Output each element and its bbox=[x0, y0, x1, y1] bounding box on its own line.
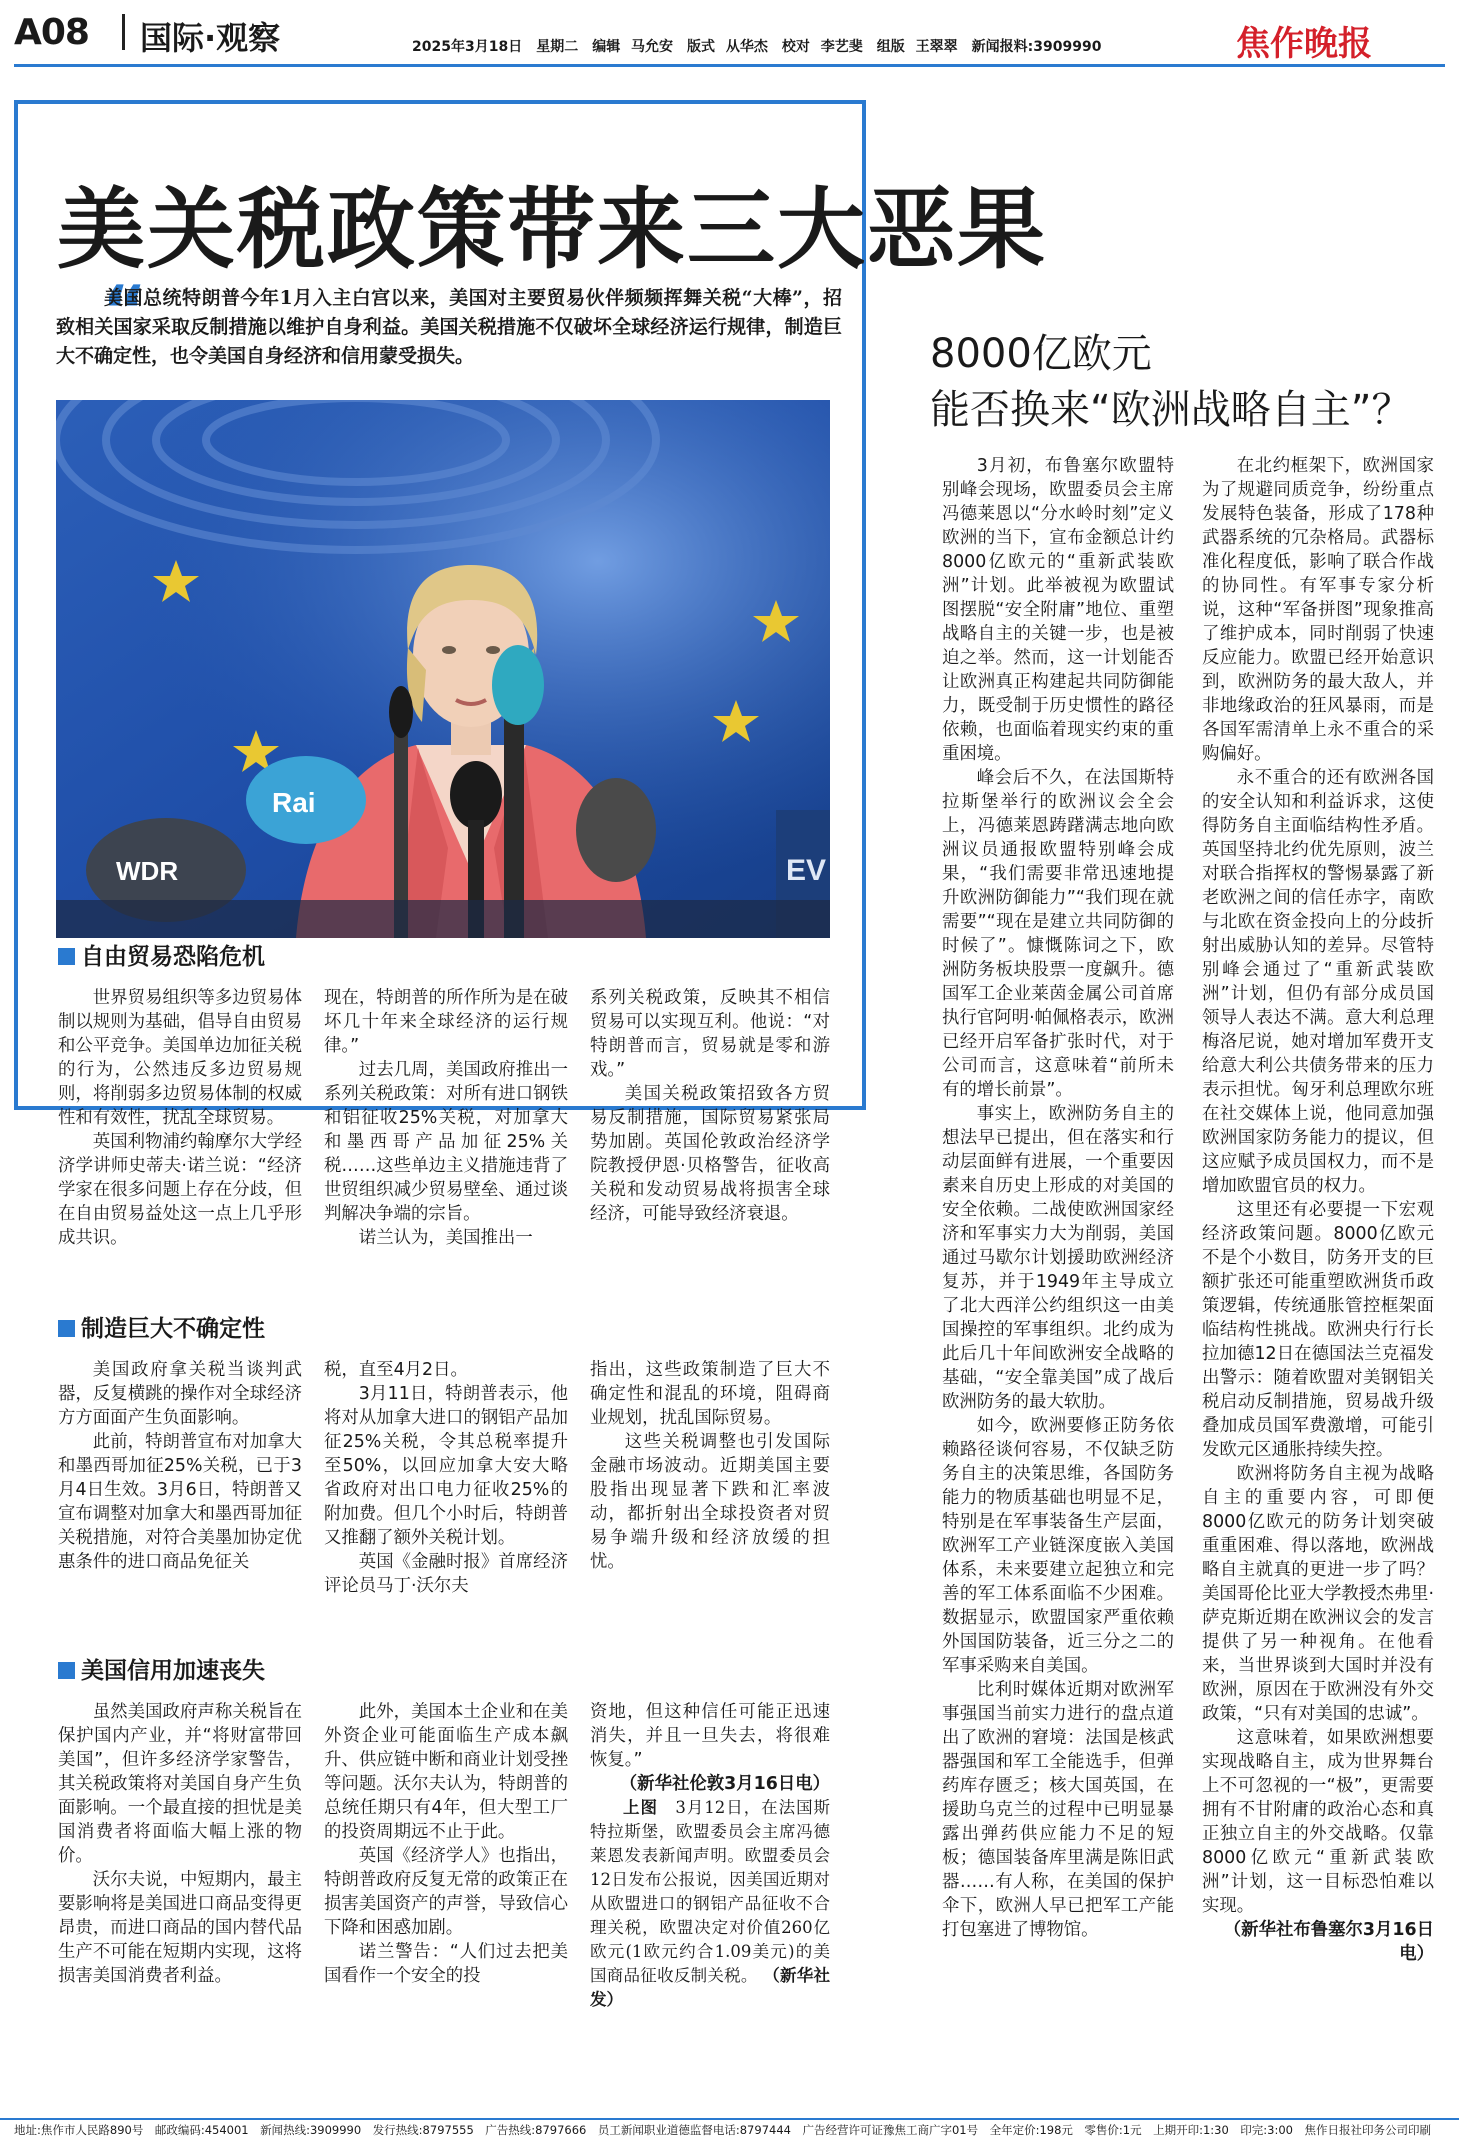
right-col1 bbox=[942, 454, 1174, 2104]
paragraph: 诺兰警告：“人们过去把美国看作一个安全的投 bbox=[324, 1942, 568, 1986]
photo-mic-label: Rai bbox=[272, 787, 316, 818]
section1-col2 bbox=[324, 986, 568, 1286]
subhead-text: 制造巨大不确定性 bbox=[81, 1316, 265, 1342]
right-headline-line1: 8000亿欧元 bbox=[930, 331, 1152, 377]
paragraph: 系列关税政策，反映其不相信贸易可以实现互利。他说：“对特朗普而言，贸易就是零和游戏。” bbox=[590, 988, 830, 1080]
section3-col1 bbox=[58, 1700, 302, 2100]
lede-paragraph: 美国总统特朗普今年1月入主白宫以来，美国对主要贸易伙伴频频挥舞关税“大棒”，招致相关国家采取反制措施以维护自身利益。美国关税措施不仅破坏全球经济运行规律，制造巨大不确定性，也令美国自身经济和信用蒙受损失。 bbox=[56, 287, 842, 367]
header-rule bbox=[14, 64, 1445, 67]
paragraph: 英国利物浦约翰摩尔大学经济学讲师史蒂夫·诺兰说：“经济学家在很多问题上存在分歧，但在自由贸易益处这一点上几乎形成共识。 bbox=[58, 1132, 302, 1248]
photo-caption: 3月12日，在法国斯特拉斯堡，欧盟委员会主席冯德莱恩发表新闻声明。欧盟委员会12日发布公报说，因美国近期对从欧盟进口的钢铝产品征收不合理关税，欧盟决定对价值260亿欧元(1欧元约合1.09美元)的美国商品征收反制关税。 bbox=[590, 1798, 830, 1985]
paragraph: 峰会后不久，在法国斯特拉斯堡举行的欧洲议会全会上，冯德莱恩踌躇满志地向欧洲议员通报欧盟特别峰会成果，“我们需要非常迅速地提升欧洲防御能力”“我们现在就需要”“现在是建立共同防御的时候了”。慷慨陈词之下，欧洲防务板块股票一度飙升。德国军工企业莱茵金属公司首席执行官阿明·帕佩格表示，欧洲已经开启军备扩张时代，对于公司而言，这意味着“前所未有的增长前景”。 bbox=[942, 768, 1174, 1100]
square-bullet-icon bbox=[58, 1320, 75, 1337]
right-headline-line2: 能否换来“欧洲战略自主”？ bbox=[930, 387, 1412, 433]
paragraph: 指出，这些政策制造了巨大不确定性和混乱的环境，阻碍商业规划，扰乱国际贸易。 bbox=[590, 1360, 830, 1428]
paragraph: 这里还有必要提一下宏观经济政策问题。8000亿欧元不是个小数目，防务开支的巨额扩张还可能重塑欧洲货币政策逻辑，传统通胀管控框架面临结构性挑战。欧洲央行行长拉加德12日在德国法兰克福发出警示：随着欧盟对美钢铝关税启动反制措施，贸易战升级叠加成员国军费激增，可能引发欧元区通胀持续失控。 bbox=[1202, 1200, 1434, 1460]
edition-meta: 2025年3月18日 星期二 编辑 马允安 版式 从华杰 校对 李艺斐 组版 王翠翠 新闻报料:3909990 bbox=[412, 39, 1102, 55]
paragraph: 虽然美国政府声称关税旨在保护国内产业，并“将财富带回美国”，但许多经济学家警告，其关税政策将对美国自身产生负面影响。一个最直接的担忧是美国消费者将面临大幅上涨的物价。 bbox=[58, 1702, 302, 1866]
quote-mark-icon: “ bbox=[102, 272, 147, 351]
dateline: （新华社伦敦3月16日电） bbox=[619, 1774, 830, 1794]
paragraph: 永不重合的还有欧洲各国的安全认知和利益诉求，这使得防务自主面临结构性矛盾。英国坚持北约优先原则，波兰对联合指挥权的警惕暴露了新老欧洲之间的信任赤字，南欧与北欧在资金投向上的分歧折射出威胁认知的差异。尽管特别峰会通过了“重新武装欧洲”计划，但仍有部分成员国领导人表达不满。意大利总理梅洛尼说，她对增加军费开支给意大利公共债务带来的压力表示担忧。匈牙利总理欧尔班在社交媒体上说，他同意加强欧洲国家防务能力的提议，但这应赋予成员国权力，而不是增加欧盟官员的权力。 bbox=[1202, 768, 1434, 1196]
paragraph: 诺兰认为，美国推出一 bbox=[358, 1228, 533, 1248]
section2-col2 bbox=[324, 1358, 568, 1634]
paragraph: 如今，欧洲要修正防务依赖路径谈何容易，不仅缺乏防务自主的决策思维，各国防务能力的物质基础也明显不足，特别是在军事装备生产层面，欧洲军工产业链深度嵌入美国体系，未来要建立起独立和完善的军工体系面临不少困难。数据显示，欧盟国家严重依赖外国国防装备，近三分之二的军事采购来自美国。 bbox=[942, 1416, 1174, 1676]
square-bullet-icon bbox=[58, 1662, 75, 1679]
paragraph: 这意味着，如果欧洲想要实现战略自主，成为世界舞台上不可忽视的一“极”，更需要拥有不甘附庸的政治心态和真正独立自主的外交战略。仅靠8000亿欧元“重新武装欧洲”计划，这一目标恐怕难以实现。 bbox=[1202, 1728, 1434, 1916]
paragraph: 现在，特朗普的所作所为是在破坏几十年来全球经济的运行规律。” bbox=[324, 988, 568, 1056]
section1-col1 bbox=[58, 986, 302, 1286]
newspaper-logo: 焦作晚报 bbox=[1236, 24, 1372, 64]
page-header bbox=[0, 0, 1459, 62]
paragraph: 资地，但这种信任可能正迅速消失，并且一旦失去，将很难恢复。” bbox=[590, 1702, 830, 1770]
paragraph: 英国《金融时报》首席经济评论员马丁·沃尔夫 bbox=[324, 1552, 568, 1596]
news-photo bbox=[56, 400, 830, 938]
paragraph: 此前，特朗普宣布对加拿大和墨西哥加征25%关税，已于3月4日生效。3月6日，特朗普又宣布调整对加拿大和墨西哥加征关税措施，对符合美墨加协定优惠条件的进口商品免征关 bbox=[58, 1432, 302, 1572]
right-col2 bbox=[1202, 454, 1434, 2104]
caption-credit: （新华社发） bbox=[590, 1966, 830, 2009]
paragraph: 过去几周，美国政府推出一系列关税政策：对所有进口钢铁和铝征收25%关税，对加拿大和墨西哥产品加征25%关税……这些单边主义措施违背了世贸组织减少贸易壁垒、通过谈判解决争端的宗旨。 bbox=[324, 1060, 568, 1224]
section3-col2 bbox=[324, 1700, 568, 2100]
paragraph: 事实上，欧洲防务自主的想法早已提出，但在落实和行动层面鲜有进展，一个重要因素来自历史上形成的对美国的安全依赖。二战使欧洲国家经济和军事实力大为削弱，美国通过马歇尔计划援助欧洲经济复苏，并于1949年主导成立了北大西洋公约组织这一由美国操控的军事组织。北约成为此后几十年间欧洲安全战略的基础，“安全靠美国”成了战后欧洲防务的最大软肋。 bbox=[942, 1104, 1174, 1412]
paragraph: 在北约框架下，欧洲国家为了规避同质竞争，纷纷重点发展特色装备，形成了178种武器系统的冗杂格局。武器标准化程度低，影响了联合作战的协同性。有军事专家分析说，这种“军备拼图”现象推高了维护成本，同时削弱了快速反应能力。欧盟已经开始意识到，欧洲防务的最大敌人，并非地缘政治的狂风暴雨，而是各国军需清单上永不重合的采购偏好。 bbox=[1202, 456, 1434, 764]
paragraph: 比利时媒体近期对欧洲军事强国当前实力进行的盘点道出了欧洲的窘境：法国是核武器强国和军工全能选手，但弹药库存匮乏；核大国英国，在援助乌克兰的过程中已明显暴露出弹药供应能力不足的短板；德国装备库里满是陈旧武器……有人称，在美国的保护伞下，欧洲人早已把军工产能打包塞进了博物馆。 bbox=[942, 1680, 1174, 1940]
paragraph: 沃尔夫说，中短期内，最主要影响将是美国进口商品变得更昂贵，而进口商品的国内替代品生产不可能在短期内实现，这将损害美国消费者利益。 bbox=[58, 1870, 302, 1986]
paragraph: 英国《经济学人》也指出，特朗普政府反复无常的政策正在损害美国资产的声誉，导致信心下降和困惑加剧。 bbox=[324, 1846, 568, 1938]
paragraph: 3月初，布鲁塞尔欧盟特别峰会现场，欧盟委员会主席冯德莱恩以“分水岭时刻”定义欧洲的当下，宣布金额总计约8000亿欧元的“重新武装欧洲”计划。此举被视为欧盟试图摆脱“安全附庸”地位、重塑战略自主的关键一步，也是被迫之举。然而，这一计划能否让欧洲真正构建起共同防御能力，既受制于历史惯性的路径依赖，也面临着现实约束的重重困境。 bbox=[942, 456, 1174, 764]
paragraph: 美国政府拿关税当谈判武器，反复横跳的操作对全球经济方方面面产生负面影响。 bbox=[58, 1360, 302, 1428]
paragraph: 这些关税调整也引发国际金融市场波动。近期美国主要股指出现显著下跌和汇率波动，都折射出全球投资者对贸易争端升级和经济放缓的担忧。 bbox=[590, 1432, 830, 1572]
section2-col1 bbox=[58, 1358, 302, 1634]
photo-illustration bbox=[56, 400, 830, 938]
paragraph: 美国关税政策招致各方贸易反制措施，国际贸易紧张局势加剧。英国伦敦政治经济学院教授伊恩·贝格警告，征收高关税和发动贸易战将损害全球经济，可能导致经济衰退。 bbox=[590, 1084, 830, 1224]
section3-col3 bbox=[590, 1700, 830, 2100]
paragraph: 世界贸易组织等多边贸易体制以规则为基础，倡导自由贸易和公平竞争。美国单边加征关税的行为，公然违反多边贸易规则，将削弱多边贸易体制的权威性和有效性，扰乱全球贸易。 bbox=[58, 988, 302, 1128]
photo-mic-label: WDR bbox=[116, 856, 179, 886]
dateline: （新华社布鲁塞尔3月16日电） bbox=[1223, 1920, 1434, 1964]
footer-info: 地址:焦作市人民路890号 邮政编码:454001 新闻热线:3909990 发行热线:8797555 广告热线:8797666 员工新闻职业道德监督电话:8797444 广告经营许可证豫焦工商广字01号 全年定价:198元 零售价:1元 上期开印:1:30 印完:3:00 焦作日报社印务公司印刷 bbox=[14, 2123, 1431, 2137]
section-name: 国际·观察 bbox=[140, 19, 281, 57]
paragraph: 欧洲将防务自主视为战略自主的重要内容，可即便8000亿欧元的防务计划突破重重困难、得以落地，欧洲战略自主就真的更进一步了吗？美国哥伦比亚大学教授杰弗里·萨克斯近期在欧洲议会的发言提供了另一种视角。在他看来，当世界谈到大国时并没有欧洲，原因在于欧洲没有外交政策，“只有对美国的忠诚”。 bbox=[1202, 1464, 1434, 1724]
subhead-credit bbox=[58, 1652, 265, 1685]
header-divider bbox=[122, 14, 125, 50]
paragraph: 税，直至4月2日。 bbox=[324, 1360, 468, 1380]
subhead-free-trade bbox=[58, 938, 265, 971]
section2-col3 bbox=[590, 1358, 830, 1634]
subhead-uncertainty bbox=[58, 1310, 265, 1343]
square-bullet-icon bbox=[58, 948, 75, 965]
subhead-text: 美国信用加速丧失 bbox=[81, 1658, 265, 1684]
photo-backdrop-text: EV bbox=[786, 854, 827, 887]
section1-col3 bbox=[590, 986, 830, 1286]
subhead-text: 自由贸易恐陷危机 bbox=[81, 944, 265, 970]
paragraph: 此外，美国本土企业和在美外资企业可能面临生产成本飙升、供应链中断和商业计划受挫等问题。沃尔夫认为，特朗普的总统任期只有4年，但大型工厂的投资周期远不止于此。 bbox=[324, 1702, 568, 1842]
headline: 美关税政策带来三大恶果 bbox=[57, 178, 1048, 281]
caption-label: 上图 bbox=[623, 1798, 658, 1817]
paragraph: 3月11日，特朗普表示，他将对从加拿大进口的钢铝产品加征25%关税，令其总税率提升至50%，以回应加拿大安大略省政府对出口电力征收25%的附加费。但几个小时后，特朗普又推翻了额外关税计划。 bbox=[324, 1384, 568, 1548]
page-number: A08 bbox=[14, 12, 89, 53]
